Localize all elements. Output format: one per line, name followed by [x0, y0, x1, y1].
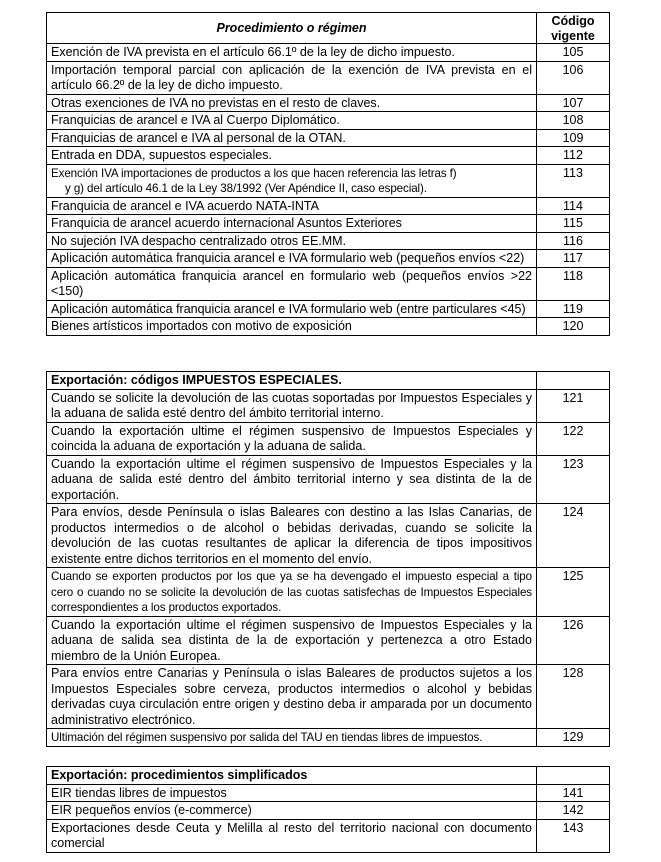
row-code: 107: [537, 94, 610, 112]
row-code: 116: [537, 232, 610, 250]
row-code: 105: [537, 44, 610, 62]
row-code: 119: [537, 300, 610, 318]
section-title: Exportación: códigos IMPUESTOS ESPECIALES.: [47, 372, 537, 390]
procedure-header: Procedimiento o régimen: [47, 13, 537, 44]
row-code: 143: [537, 819, 610, 852]
row-code: 113: [537, 164, 610, 197]
table-row: [47, 215, 610, 233]
table-row: [47, 819, 610, 852]
row-code: 124: [537, 504, 610, 568]
row-description: Entrada en DDA, supuestos especiales.: [47, 147, 537, 165]
row-description: Cuando la exportación ultime el régimen suspensivo de Impuestos Especiales y la aduana de salida esté dentro del ámbito territorial interno y sea distinta de la de exportación.: [47, 455, 537, 504]
table-row: [47, 197, 610, 215]
row-description: Cuando se exporten productos por los que ya se ha devengado el impuesto especial a tipo cero o cuando no se solicite la devolución de las cuotas satisfechas de Impuestos Especiales correspondientes a los productos exportados.: [47, 568, 537, 617]
table-row: [47, 455, 610, 504]
row-code: 122: [537, 422, 610, 455]
table-header-row: [47, 13, 610, 44]
code-header: Código vigente: [537, 13, 610, 44]
row-code: 117: [537, 250, 610, 268]
empty-code-cell: [537, 372, 610, 390]
row-description: Ultimación del régimen suspensivo por salida del TAU en tiendas libres de impuestos.: [47, 729, 537, 747]
table-row: [47, 665, 610, 729]
row-description: No sujeción IVA despacho centralizado otros EE.MM.: [47, 232, 537, 250]
section-title-row: [47, 767, 610, 785]
row-description: Franquicias de arancel e IVA al Cuerpo Diplomático.: [47, 112, 537, 130]
row-description: Cuando se solicite la devolución de las cuotas soportadas por Impuestos Especiales y la aduana de salida esté dentro del ámbito territorial interno.: [47, 389, 537, 422]
table-row: [47, 422, 610, 455]
table-row: [47, 94, 610, 112]
import-codes-table: [46, 12, 610, 336]
table-row: [47, 729, 610, 747]
table-row: [47, 129, 610, 147]
row-description: [47, 164, 537, 197]
row-code: 126: [537, 616, 610, 665]
row-code: 128: [537, 665, 610, 729]
table-row: [47, 112, 610, 130]
empty-code-cell: [537, 767, 610, 785]
row-description: Franquicias de arancel e IVA al personal de la OTAN.: [47, 129, 537, 147]
row-code: 112: [537, 147, 610, 165]
table-row: [47, 232, 610, 250]
row-code: 120: [537, 318, 610, 336]
row-code: 142: [537, 802, 610, 820]
row-description: Importación temporal parcial con aplicación de la exención de IVA prevista en el artículo 66.2º de la ley de dicho impuesto.: [47, 61, 537, 94]
row-description: Cuando la exportación ultime el régimen suspensivo de Impuestos Especiales y la aduana de salida sea distinta de la de exportación y pertenezca a otro Estado miembro de la Unión Europea.: [47, 616, 537, 665]
row-description: Aplicación automática franquicia arancel en formulario web (pequeños envíos >22 <150): [47, 267, 537, 300]
row-description: Cuando la exportación ultime el régimen suspensivo de Impuestos Especiales y coincida la aduana de exportación y la aduana de salida.: [47, 422, 537, 455]
table-row: [47, 318, 610, 336]
row-description: Otras exenciones de IVA no previstas en el resto de claves.: [47, 94, 537, 112]
row-code: 106: [537, 61, 610, 94]
table-row: [47, 164, 610, 197]
row-description: EIR tiendas libres de impuestos: [47, 784, 537, 802]
excise-export-codes-table: [46, 371, 610, 747]
table-row: [47, 44, 610, 62]
row-description: Para envíos entre Canarias y Península o islas Baleares de productos sujetos a los Impuestos Especiales sobre cerveza, productos intermedios o alcohol y bebidas derivadas cuya circulación entre origen y destino deba ir amparada por un documento administrativo electrónico.: [47, 665, 537, 729]
table-row: [47, 61, 610, 94]
row-code: 141: [537, 784, 610, 802]
table-row: [47, 147, 610, 165]
table-row: [47, 784, 610, 802]
table-row: [47, 250, 610, 268]
table-row: [47, 504, 610, 568]
table-row: [47, 267, 610, 300]
simplified-export-procedures-table: [46, 766, 610, 853]
row-code: 121: [537, 389, 610, 422]
row-code: 115: [537, 215, 610, 233]
row-description: Aplicación automática franquicia arancel e IVA formulario web (entre particulares <45): [47, 300, 537, 318]
row-description: Exención de IVA prevista en el artículo 66.1º de la ley de dicho impuesto.: [47, 44, 537, 62]
row-description: Franquicia de arancel e IVA acuerdo NATA-INTA: [47, 197, 537, 215]
row-code: 114: [537, 197, 610, 215]
row-code: 118: [537, 267, 610, 300]
row-description: Franquicia de arancel acuerdo internacional Asuntos Exteriores: [47, 215, 537, 233]
row-description-line1: Exención IVA importaciones de productos a los que hacen referencia las letras f): [51, 166, 457, 180]
row-code: 123: [537, 455, 610, 504]
table-row: [47, 300, 610, 318]
row-description: Para envíos, desde Península o islas Baleares con destino a las Islas Canarias, de productos intermedios o de alcohol o bebidas derivadas, cuando se solicite la devolución de las cuotas resultantes de aplicar la diferencia de tipos impositivos existente entre dichos territorios en el momento del envío.: [47, 504, 537, 568]
row-code: 129: [537, 729, 610, 747]
table-row: [47, 568, 610, 617]
row-code: 108: [537, 112, 610, 130]
table-row: [47, 616, 610, 665]
table-row: [47, 389, 610, 422]
row-description-line2: y g) del artículo 46.1 de la Ley 38/1992 (Ver Apéndice II, caso especial).: [65, 182, 427, 195]
row-description: EIR pequeños envíos (e-commerce): [47, 802, 537, 820]
row-code: 125: [537, 568, 610, 617]
row-code: 109: [537, 129, 610, 147]
section-title: Exportación: procedimientos simplificados: [47, 767, 537, 785]
row-description: Bienes artísticos importados con motivo de exposición: [47, 318, 537, 336]
row-description: Aplicación automática franquicia arancel e IVA formulario web (pequeños envíos <22): [47, 250, 537, 268]
table-row: [47, 802, 610, 820]
section-title-row: [47, 372, 610, 390]
row-description: Exportaciones desde Ceuta y Melilla al resto del territorio nacional con documento comercial: [47, 819, 537, 852]
